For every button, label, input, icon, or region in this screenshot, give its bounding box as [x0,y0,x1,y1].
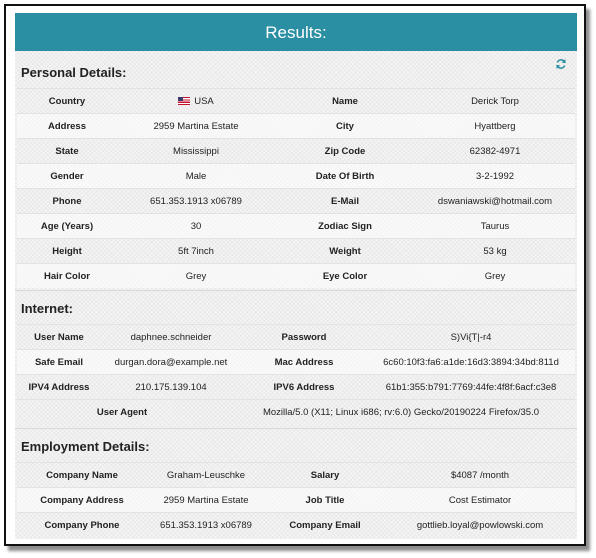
field-value [101,332,241,343]
field-value-text: dswaniawski@hotmail.com [437,195,553,207]
personal-details-title: Personal Details: [21,65,127,80]
field-value-text: 53 kg [483,245,507,257]
field-value-text: 30 [190,220,202,232]
field-label [265,520,385,531]
field-value-text: 61b1:355:b791:7769:44fe:4f8f:6acf:c3e8 [385,381,557,393]
results-title: Results: [265,23,327,42]
table-row [17,213,575,238]
field-value-text: Derick Torp [471,95,519,107]
field-value [367,382,575,393]
field-value-text: gottlieb.loyal@powlowski.com [416,519,544,531]
field-label [241,382,367,393]
employment-details-table [17,462,575,537]
field-label-text: Country [48,95,86,107]
field-label-text: Job Title [305,494,345,506]
table-row [17,324,575,349]
field-value [117,196,275,207]
field-label [17,332,101,343]
field-value-text: 5ft 7inch [178,245,214,257]
field-label [275,246,415,257]
field-value-text: daphnee.schneider [130,331,212,343]
field-value [101,357,241,368]
field-value [117,121,275,132]
field-label-text: IPV6 Address [273,381,335,393]
field-value [385,520,575,531]
field-value-text: S)Vi{T|-r4 [450,331,492,343]
table-row [17,263,575,288]
field-label [265,470,385,481]
field-value-text: durgan.dora@example.net [114,356,228,368]
field-value [415,246,575,257]
field-label-text: City [336,120,354,132]
field-label [241,332,367,343]
section-divider [15,428,577,429]
field-label-text: Safe Email [34,356,84,368]
field-value [415,146,575,157]
field-label [17,520,147,531]
field-value-text: Hyattberg [474,120,516,132]
table-row [17,399,575,424]
field-label [275,121,415,132]
field-value-text: Grey [484,270,506,282]
field-label-text: Gender [50,170,84,182]
field-label [17,246,117,257]
field-label-text: Weight [329,245,361,257]
field-value [117,221,275,232]
results-frame [4,4,586,546]
table-row [17,462,575,487]
field-label [17,146,117,157]
table-row [17,349,575,374]
field-value [385,470,575,481]
field-value [147,470,265,481]
field-label-text: Salary [310,469,340,481]
field-label-text: Company Phone [44,519,120,531]
field-label [275,271,415,282]
field-label [17,171,117,182]
field-value-text: 651.353.1913 x06789 [160,519,252,531]
field-value [415,96,575,107]
field-label [17,121,117,132]
field-value-text: 2959 Martina Estate [163,494,249,506]
personal-details-table [17,88,575,288]
refresh-icon[interactable] [555,58,567,70]
field-label-text: IPV4 Address [28,381,90,393]
table-row [17,88,575,113]
field-value-text: 62382-4971 [469,145,521,157]
table-row [17,487,575,512]
table-row [17,163,575,188]
table-row [17,113,575,138]
field-value [147,495,265,506]
table-row [17,512,575,537]
field-label [275,146,415,157]
field-label-text: Hair Color [44,270,90,282]
field-label [17,196,117,207]
field-value-text: Cost Estimator [448,494,512,506]
field-value-text: $4087 /month [450,469,510,481]
field-label [241,357,367,368]
field-value [415,171,575,182]
field-label-text: E-Mail [331,195,359,207]
field-value-text: 2959 Martina Estate [153,120,239,132]
table-row [17,374,575,399]
field-value-text: Mississippi [173,145,219,157]
field-label [275,196,415,207]
section-divider [15,290,577,291]
employment-details-title: Employment Details: [21,439,150,454]
field-label [17,382,101,393]
field-value [117,171,275,182]
table-row [17,188,575,213]
field-label-text: Zodiac Sign [318,220,372,232]
field-value [117,146,275,157]
field-label [17,357,101,368]
field-label [275,221,415,232]
field-label-text: Eye Color [322,270,368,282]
field-value-text: USA [194,95,214,107]
table-row [17,238,575,263]
field-label-text: Password [281,331,327,343]
field-value-text: 651.353.1913 x06789 [150,195,242,207]
field-label-text: Mac Address [274,356,334,368]
user-agent-value: Mozilla/5.0 (X11; Linux i686; rv:6.0) Gecko/20190224 Firefox/35.0 [262,406,539,418]
table-row [17,138,575,163]
field-value [415,221,575,232]
field-label-text: Company Email [289,519,361,531]
field-label-text: Company Name [46,469,118,481]
field-value-text: 210.175.139.104 [135,381,207,393]
field-label-text: Height [52,245,82,257]
field-label-text: Date Of Birth [315,170,375,182]
field-value [117,271,275,282]
field-label [17,271,117,282]
field-label-text: State [55,145,79,157]
field-value [385,495,575,506]
us-flag-icon [178,97,190,105]
field-value-text: Grey [185,270,207,282]
field-value-text: Taurus [480,220,510,232]
internet-title: Internet: [21,301,73,316]
field-label [17,495,147,506]
field-value-text: 3-2-1992 [475,170,515,182]
field-label [275,96,415,107]
field-value [367,357,575,368]
field-label-text: Age (Years) [40,220,94,232]
field-value [117,96,275,107]
field-value [415,196,575,207]
field-label-text: User Name [34,331,84,343]
field-label-text: Company Address [40,494,124,506]
field-label [17,470,147,481]
field-label-text: Address [47,120,86,132]
internet-table [17,324,575,424]
field-value [415,121,575,132]
field-label [17,96,117,107]
field-label-text: Zip Code [324,145,366,157]
field-label [17,221,117,232]
field-value [101,382,241,393]
user-agent-label: User Agent [96,406,148,418]
field-value-text: Male [185,170,207,182]
field-value [117,246,275,257]
field-label [265,495,385,506]
results-header [15,13,577,51]
field-label [275,171,415,182]
field-value [147,520,265,531]
field-label-text: Phone [52,195,82,207]
results-panel [15,13,577,539]
field-value-text: Graham-Leuschke [166,469,246,481]
field-label-text: Name [332,95,358,107]
field-value [367,332,575,343]
field-value [415,271,575,282]
field-value-text: 6c60:10f3:fa6:a1de:16d3:3894:34bd:811d [383,356,559,368]
